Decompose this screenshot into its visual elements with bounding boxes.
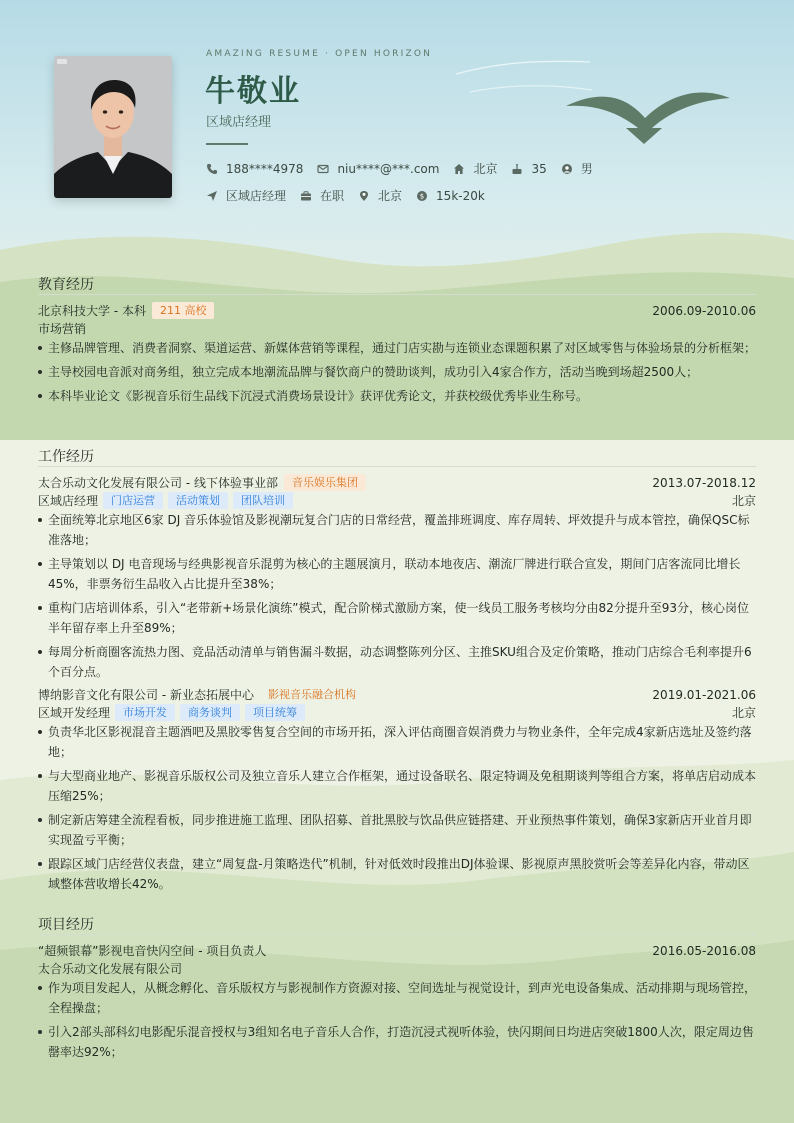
job-position: 区域开发经理 (38, 706, 111, 720)
candidate-role: 区域店经理 (206, 115, 272, 130)
target-role-text: 区域店经理 (226, 189, 287, 203)
project-org: 太合乐动文化发展有限公司 (38, 962, 183, 976)
project-header-row (38, 942, 756, 959)
job-dates: 2013.07-2018.12 (652, 475, 756, 490)
salary-text: 15k-20k (436, 188, 485, 203)
skill-tag: 门店运营 (103, 492, 163, 509)
info-salary (416, 189, 485, 203)
projects-section-title: 项目经历 (38, 917, 94, 933)
job-header-row (38, 474, 756, 491)
education-bullets (38, 338, 756, 410)
status-text: 在职 (320, 189, 345, 203)
list-item: 负责华北区影视混音主题酒吧及黑胶零售复合空间的市场开拓，深入评估商圈音娱消费力与物业条件，全年完成4家新店选址及签约落地； (38, 722, 756, 762)
title-underline (206, 143, 248, 145)
company-badge: 影视音乐融合机构 (267, 688, 356, 701)
job-position-row (38, 492, 756, 509)
list-item: 每周分析商圈客流热力图、竞品活动清单与销售漏斗数据，动态调整陈列分区、主推SKU组合及定价策略，推动门店综合毛利率提升6个百分点。 (38, 642, 756, 682)
briefcase-icon (300, 190, 312, 202)
work-section-title: 工作经历 (38, 449, 94, 465)
section-divider (38, 934, 756, 935)
info-gender (561, 160, 593, 177)
skill-tag: 市场开发 (115, 704, 175, 721)
profile-photo (54, 56, 172, 198)
cake-icon (511, 163, 523, 175)
skill-tag: 活动策划 (168, 492, 228, 509)
list-item: 本科毕业论文《影视音乐衍生品线下沉浸式消费场景设计》获评优秀论文，并获校级优秀毕业生称号。 (38, 386, 756, 406)
job-city: 北京 (731, 706, 756, 720)
money-icon (416, 190, 428, 202)
education-header-row (38, 302, 756, 319)
info-email (317, 162, 439, 176)
job-dates: 2019.01-2021.06 (652, 687, 756, 702)
info-home (453, 160, 497, 177)
skill-tag: 商务谈判 (180, 704, 240, 721)
gender-icon (561, 163, 573, 175)
info-age (511, 162, 546, 176)
major-name: 市场营销 (38, 322, 87, 336)
list-item: 全面统筹北京地区6家 DJ 音乐体验馆及影视潮玩复合门店的日常经营，覆盖排班调度、库存周转、坪效提升与成本管控，确保QSC标准落地； (38, 510, 756, 550)
target-city-text: 北京 (378, 189, 403, 203)
job-position-row (38, 704, 756, 721)
contact-info-row (206, 160, 607, 177)
job-header-row (38, 686, 756, 703)
svg-text:$: $ (419, 192, 425, 201)
section-divider (38, 466, 756, 467)
list-item: 主导校园电音派对商务组，独立完成本地潮流品牌与餐饮商户的赞助谈判，成功引入4家合作方，活动当晚到场超2500人； (38, 362, 756, 382)
section-divider (38, 294, 756, 295)
phone-icon (206, 163, 218, 175)
candidate-name: 牛敬业 (205, 74, 301, 109)
info-target-role (206, 187, 286, 204)
project-org-row (38, 960, 756, 977)
company-badge: 音乐娱乐集团 (284, 474, 366, 491)
project-name: “超频银幕”影视电音快闪空间 - 项目负责人 (38, 944, 267, 958)
skill-tag: 项目统筹 (245, 704, 305, 721)
education-major-row (38, 320, 756, 337)
email-text: niu****@***.com (337, 161, 440, 176)
job-position: 区域店经理 (38, 494, 99, 508)
home-icon (453, 163, 465, 175)
job-bullets (38, 722, 756, 898)
info-phone (206, 162, 303, 176)
tagline: AMAZING RESUME · OPEN HORIZON (206, 49, 433, 59)
location-pin-icon (358, 190, 370, 202)
phone-text: 188****4978 (226, 161, 304, 176)
list-item: 引入2部头部科幻电影配乐混音授权与3组知名电子音乐人合作，打造沉浸式视听体验，快闪期间日均进店突破1800人次，限定周边售罄率达92%； (38, 1022, 756, 1062)
list-item: 跟踪区域门店经营仪表盘，建立“周复盘-月策略迭代”机制，针对低效时段推出DJ体验课、影视原声黑胶赏听会等差异化内容，带动区域整体营收增长42%。 (38, 854, 756, 894)
age-text: 35 (531, 161, 547, 176)
skill-tag: 团队培训 (233, 492, 293, 509)
list-item: 作为项目发起人，从概念孵化、音乐版权方与影视制作方资源对接、空间选址与视觉设计，到声光电设备集成、活动排期与现场管控，全程操盘； (38, 978, 756, 1018)
education-section-title: 教育经历 (38, 277, 94, 293)
info-status (300, 187, 344, 204)
mail-icon (317, 163, 329, 175)
company-name: 太合乐动文化发展有限公司 - 线下体验事业部 (38, 476, 278, 490)
info-target-city (358, 187, 402, 204)
list-item: 制定新店筹建全流程看板，同步推进施工监理、团队招募、首批黑胶与饮品供应链搭建、开业预热事件策划，确保3家新店开业首月即实现盈亏平衡； (38, 810, 756, 850)
list-item: 与大型商业地产、影视音乐版权公司及独立音乐人建立合作框架，通过设备联名、限定特调及免租期谈判等组合方案，将单店启动成本压缩25%； (38, 766, 756, 806)
school-badge: 211 高校 (152, 302, 215, 319)
list-item: 主修品牌管理、消费者洞察、渠道运营、新媒体营销等课程，通过门店实勘与连锁业态课题积累了对区域零售与体验场景的分析框架； (38, 338, 756, 358)
project-dates: 2016.05-2016.08 (652, 943, 756, 958)
list-item: 主导策划以 DJ 电音现场与经典影视音乐混剪为核心的主题展演月，联动本地夜店、潮流厂牌进行联合宣发，期间门店客流同比增长45%，非票务衍生品收入占比提升至38%； (38, 554, 756, 594)
project-bullets (38, 978, 756, 1066)
job-intent-row (206, 187, 499, 204)
job-city: 北京 (731, 494, 756, 508)
school-name: 北京科技大学 - 本科 (38, 304, 146, 318)
list-item: 重构门店培训体系，引入“老带新+场景化演练”模式，配合阶梯式激励方案，使一线员工服务考核均分由82分提升至93分，核心岗位半年留存率上升至89%； (38, 598, 756, 638)
gender-text: 男 (580, 162, 593, 176)
job-bullets (38, 510, 756, 686)
company-name: 博纳影音文化有限公司 - 新业态拓展中心 (38, 688, 254, 702)
send-icon (206, 190, 218, 202)
home-text: 北京 (473, 162, 498, 176)
education-dates: 2006.09-2010.06 (652, 303, 756, 318)
